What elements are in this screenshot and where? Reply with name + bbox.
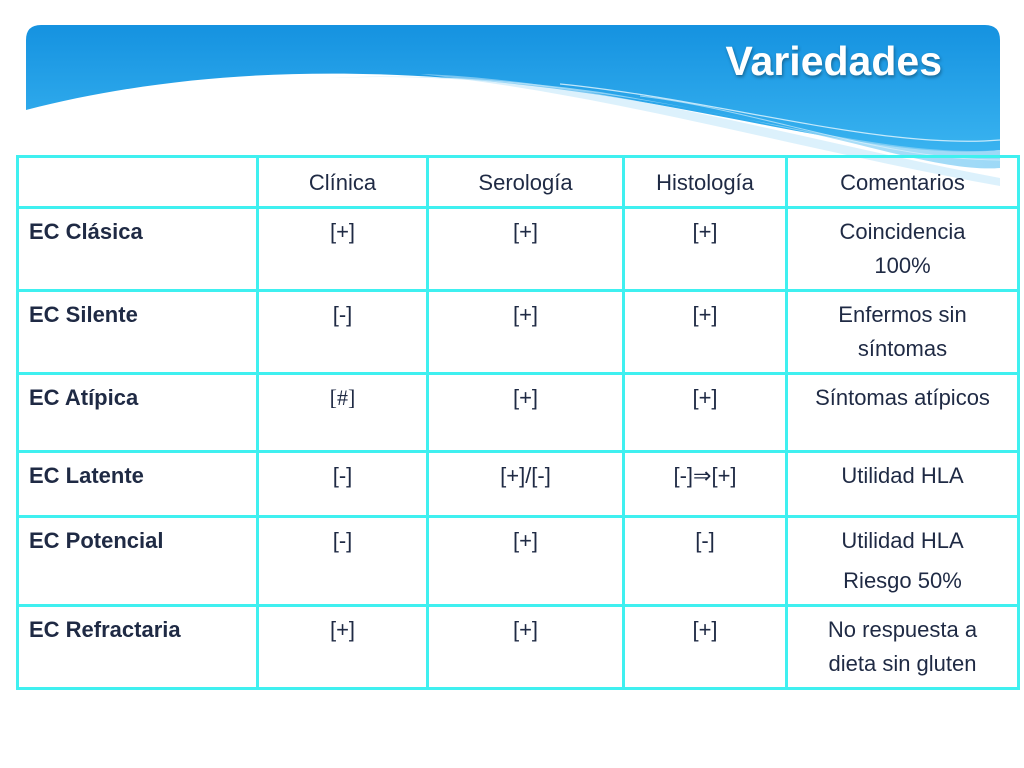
comment-line: Riesgo 50% bbox=[843, 568, 962, 593]
table-row bbox=[18, 517, 1019, 606]
comment-line: 100% bbox=[874, 253, 931, 278]
row-label: EC Clásica bbox=[18, 208, 258, 291]
clinica-cell: [-] bbox=[258, 517, 428, 606]
table-row bbox=[18, 208, 1019, 291]
table-row bbox=[18, 374, 1019, 452]
serologia-cell: [+] bbox=[428, 517, 624, 606]
row-label: EC Silente bbox=[18, 291, 258, 374]
comment-line: síntomas bbox=[857, 336, 948, 361]
header-comentarios: Comentarios bbox=[787, 157, 1019, 208]
histologia-cell: [-]⇒[+] bbox=[624, 452, 787, 517]
header-clinica: Clínica bbox=[258, 157, 428, 208]
clinica-cell: [+] bbox=[258, 606, 428, 689]
serologia-cell: [+]/[-] bbox=[428, 452, 624, 517]
table-row bbox=[18, 606, 1019, 689]
header-serologia: Serología bbox=[428, 157, 624, 208]
clinica-cell: [#] bbox=[258, 374, 428, 452]
comentarios-cell bbox=[787, 374, 1019, 452]
header-empty-cell bbox=[18, 157, 258, 208]
row-label: EC Refractaria bbox=[18, 606, 258, 689]
row-label: EC Potencial bbox=[18, 517, 258, 606]
table-header-row bbox=[18, 157, 1019, 208]
row-label: EC Atípica bbox=[18, 374, 258, 452]
histologia-cell: [+] bbox=[624, 374, 787, 452]
comentarios-cell bbox=[787, 291, 1019, 374]
comment-line: Utilidad HLA bbox=[841, 528, 964, 553]
comment-line: Utilidad HLA bbox=[841, 463, 964, 488]
slide-title: Variedades bbox=[725, 38, 942, 84]
clinica-cell: [-] bbox=[258, 291, 428, 374]
row-label: EC Latente bbox=[18, 452, 258, 517]
comentarios-cell bbox=[787, 452, 1019, 517]
comment-line: dieta sin gluten bbox=[828, 651, 977, 676]
table-row bbox=[18, 452, 1019, 517]
histologia-cell: [+] bbox=[624, 208, 787, 291]
histologia-cell: [+] bbox=[624, 606, 787, 689]
table-row bbox=[18, 291, 1019, 374]
comentarios-cell bbox=[787, 606, 1019, 689]
comment-line: Enfermos sin bbox=[838, 302, 967, 327]
comment-line: No respuesta a bbox=[827, 617, 978, 642]
serologia-cell: [+] bbox=[428, 208, 624, 291]
serologia-cell: [+] bbox=[428, 606, 624, 689]
header-histologia: Histología bbox=[624, 157, 787, 208]
histologia-cell: [-] bbox=[624, 517, 787, 606]
varieties-table bbox=[16, 155, 1020, 690]
comentarios-cell bbox=[787, 208, 1019, 291]
serologia-cell: [+] bbox=[428, 291, 624, 374]
comentarios-cell bbox=[787, 517, 1019, 606]
comment-line: Coincidencia bbox=[839, 219, 966, 244]
histologia-cell: [+] bbox=[624, 291, 787, 374]
clinica-cell: [+] bbox=[258, 208, 428, 291]
comment-line: Síntomas atípicos bbox=[815, 385, 990, 410]
clinica-cell: [-] bbox=[258, 452, 428, 517]
serologia-cell: [+] bbox=[428, 374, 624, 452]
